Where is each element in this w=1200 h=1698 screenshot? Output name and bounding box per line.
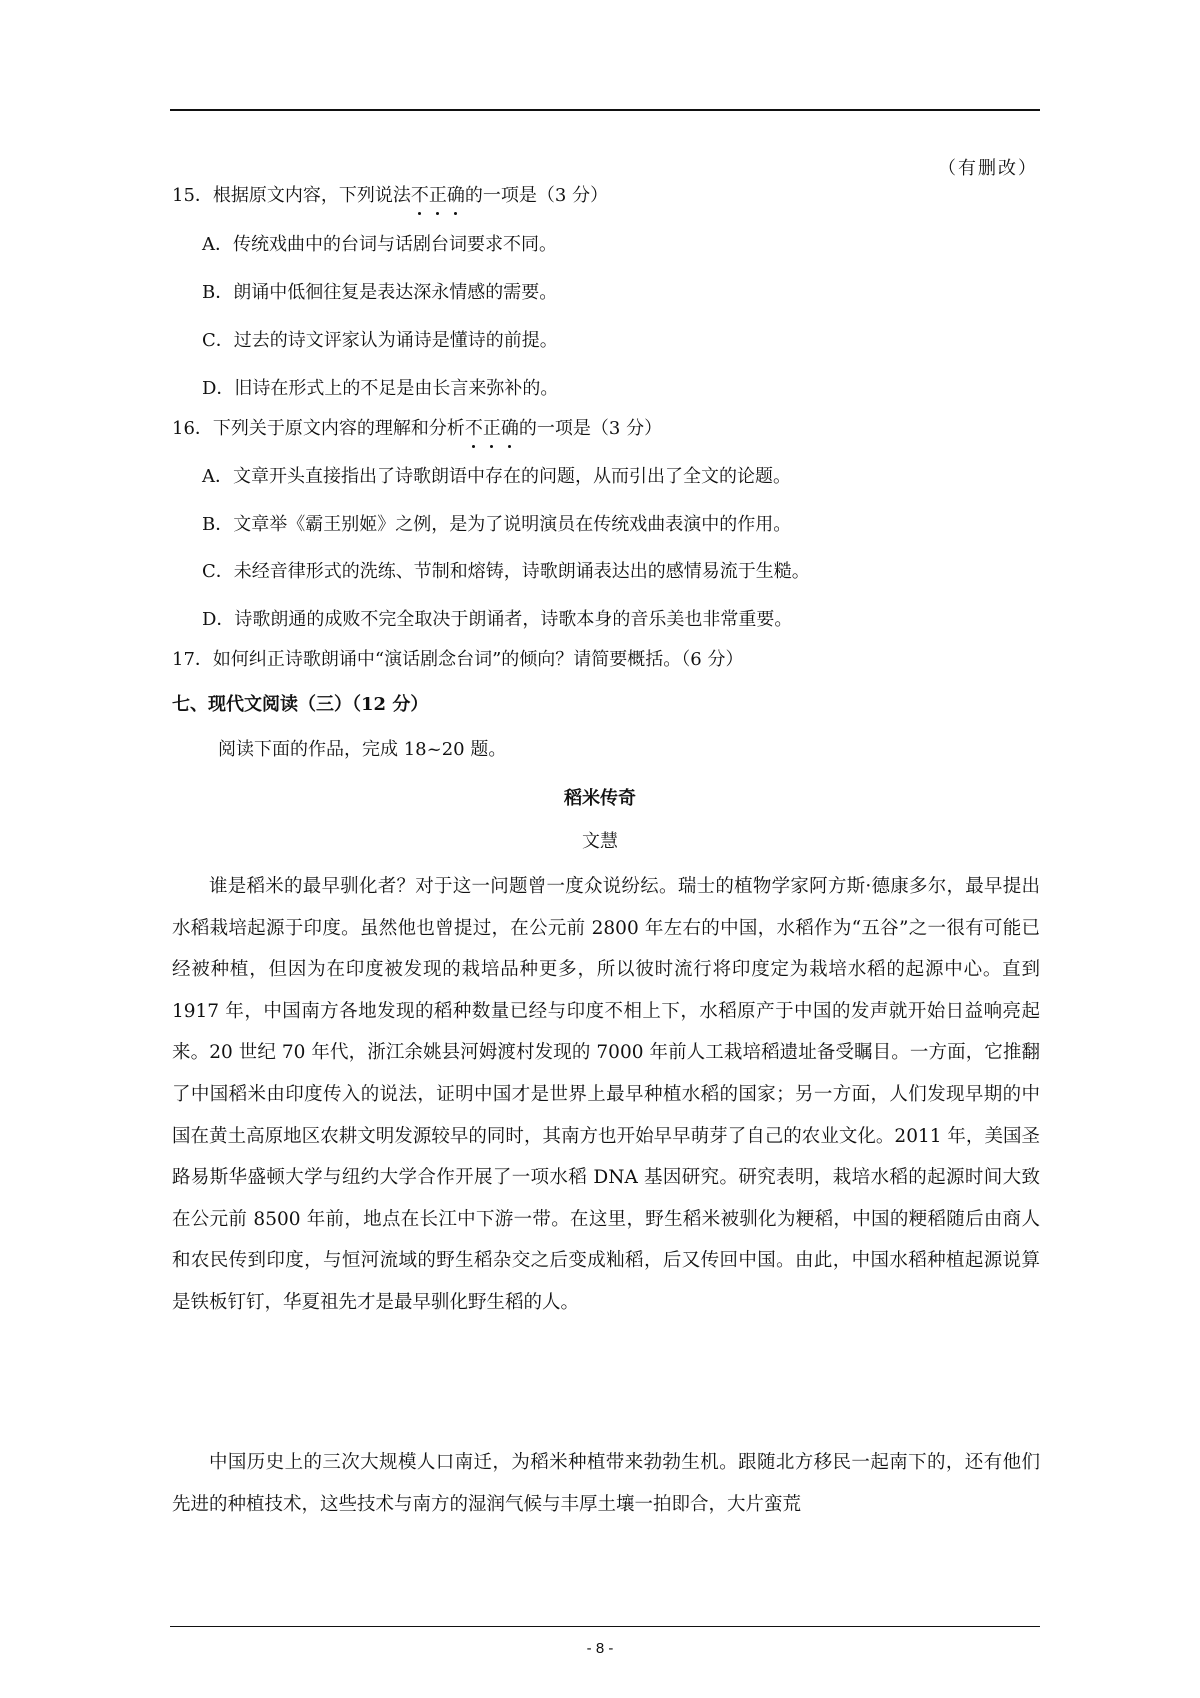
edit-note: （有删改） (938, 158, 1038, 179)
article-paragraph-1: 谁是稻米的最早驯化者？对于这一问题曾一度众说纷纭。瑞士的植物学家阿方斯·德康多尔，最早提出水稻栽培起源于印度。虽然他也曾提过，在公元前 2800 年左右的中国，水稻作为“五谷”之一很有可能已经被种植，但因为在印度被发现的栽培品种更多，所以彼时流行将印度定为栽培水稻的起源中心。直到 1917 年，中国南方各地发现的稻种数量已经与印度不相上下，水稻原产于中国的发声就开始日益响亮起来。20 世纪 70 年代，浙江余姚县河姆渡村发现的 7000 年前人工栽培稻遗址备受瞩目。一方面，它推翻了中国稻米由印度传入的说法，证明中国才是世界上最早种植水稻的国家；另一方面，人们发现早期的中国在黄土高原地区农耕文明发源较早的同时，其南方也开始早早萌芽了自己的农业文化。2011 年，美国圣路易斯华盛顿大学与纽约大学合作开展了一项水稻 DNA 基因研究。研究表明，栽培水稻的起源时间大致在公元前 8500 年前，地点在长江中下游一带。在这里，野生稻米被驯化为粳稻，中国的粳稻随后由商人和农民传到印度，与恒河流域的野生稻杂交之后变成籼稻，后又传回中国。由此，中国水稻种植起源说算是铁板钉钉，华夏祖先才是最早驯化野生稻的人。 (172, 876, 1040, 1313)
emphasis-not-correct: 不正确 (410, 185, 465, 206)
question-15-option-d: D．旧诗在形式上的不足是由长言来弥补的。 (202, 378, 559, 399)
article-title: 稻米传奇 (564, 788, 636, 809)
footer-rule (170, 1626, 1040, 1627)
question-16-option-a: A．文章开头直接指出了诗歌朗语中存在的问题，从而引出了全文的论题。 (202, 466, 791, 487)
header-rule (170, 109, 1040, 111)
question-16-stem: 16．下列关于原文内容的理解和分析不正确的一项是（3 分） (172, 418, 663, 439)
question-15-option-a: A．传统戏曲中的台词与话剧台词要求不同。 (202, 234, 557, 255)
question-16-option-b: B．文章举《霸王别姬》之例，是为了说明演员在传统戏曲表演中的作用。 (202, 514, 792, 535)
section-heading: 七、现代文阅读（三）（12 分） (172, 694, 429, 715)
question-16-option-d: D．诗歌朗通的成败不完全取决于朗诵者，诗歌本身的音乐美也非常重要。 (202, 609, 793, 630)
article-paragraph-2: 中国历史上的三次大规模人口南迁，为稻米种植带来勃勃生机。跟随北方移民一起南下的，还有他们先进的种植技术，这些技术与南方的湿润气候与丰厚土壤一拍即合，大片蛮荒 (172, 1452, 1040, 1515)
question-17: 17．如何纠正诗歌朗诵中“演话剧念台词”的倾向？请简要概括。（6 分） (172, 649, 744, 670)
question-15-option-c: C．过去的诗文评家认为诵诗是懂诗的前提。 (202, 330, 558, 351)
question-16-option-c: C．未经音律形式的洗练、节制和熔铸，诗歌朗诵表达出的感情易流于生糙。 (202, 561, 810, 582)
article-author: 文慧 (582, 831, 618, 852)
question-15-stem: 15．根据原文内容，下列说法不正确的一项是（3 分） (172, 185, 609, 206)
reading-instruction: 阅读下面的作品，完成 18~20 题。 (218, 739, 507, 760)
emphasis-not-correct: 不正确 (464, 418, 519, 439)
question-15-option-b: B．朗诵中低徊往复是表达深永情感的需要。 (202, 282, 558, 303)
page-number: - 8 - (586, 1640, 614, 1657)
